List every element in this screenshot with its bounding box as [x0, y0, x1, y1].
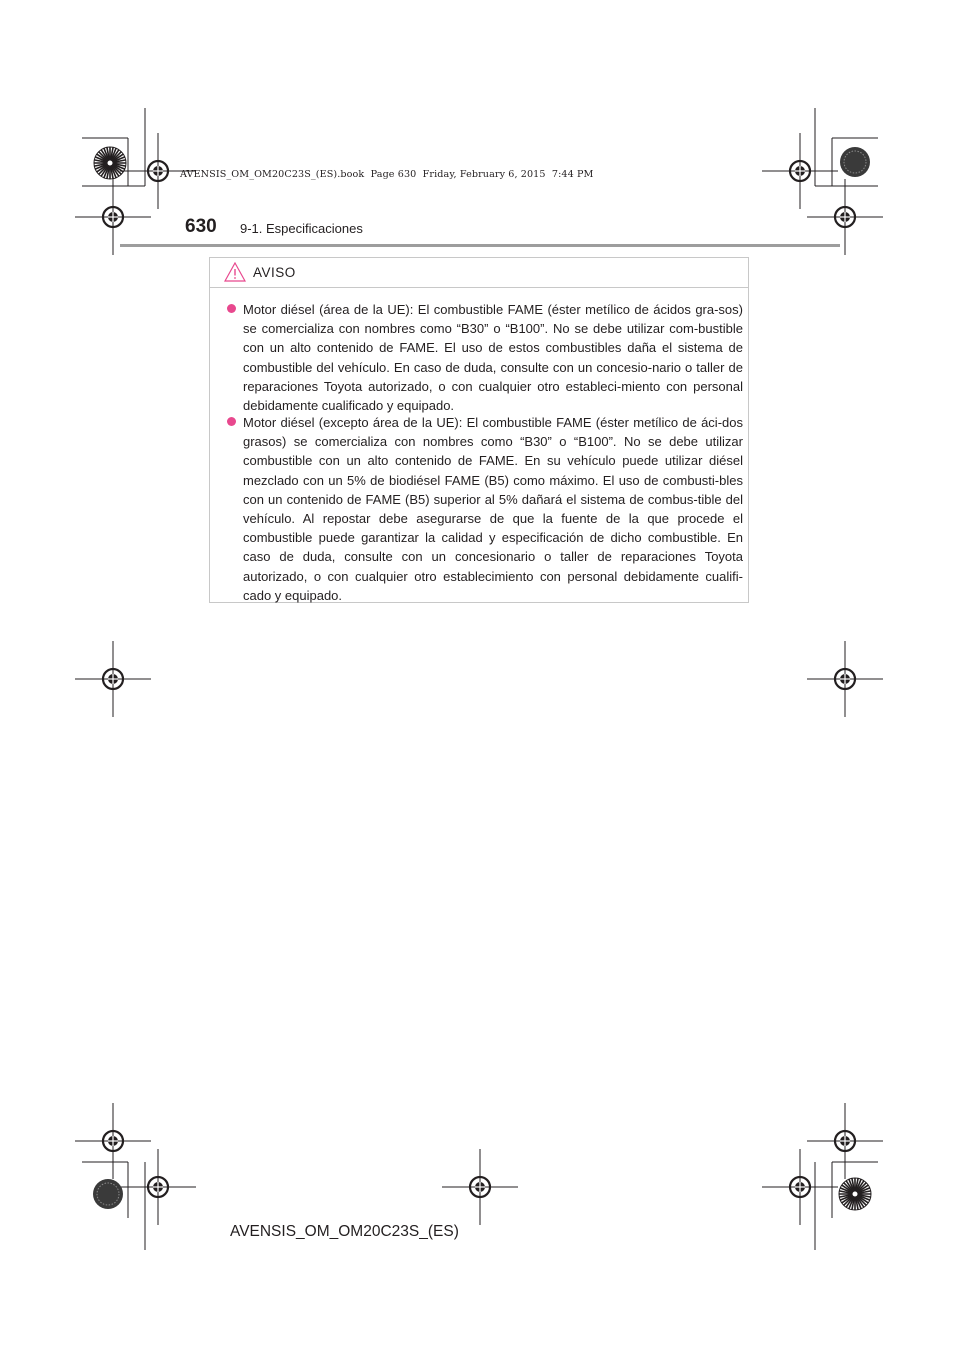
page-number: 630	[185, 216, 217, 237]
book-file-stamp: AVENSIS_OM_OM20C23S_(ES).book Page 630 Friday, February 6, 2015 7:44 PM	[180, 169, 594, 180]
bullet-icon	[227, 417, 236, 426]
caution-box	[209, 257, 749, 603]
warning-triangle-icon	[224, 262, 246, 282]
caution-title: AVISO	[253, 265, 296, 280]
caution-item	[227, 413, 743, 605]
caution-item-text: Motor diésel (área de la UE): El combustible FAME (éster metílico de ácidos gra-sos) se comercializa con nombres como “B30” o “B100”. No se debe utilizar com-bustible con un alto contenido de FAME. El uso de estos combustibles daña el sistema de combustible del vehículo. En caso de duda, consulte con un concesio-nario o taller de reparaciones Toyota autorizado, o con cualquier otro estableci-miento con personal debidamente cualificado y equipado.	[243, 302, 743, 414]
caution-item	[227, 300, 743, 415]
caution-header	[210, 258, 748, 288]
section-title: 9-1. Especificaciones	[240, 221, 363, 236]
header-divider	[120, 244, 840, 247]
caution-item-text: Motor diésel (excepto área de la UE): El combustible FAME (éster metílico de áci-dos grasos) se comercializa con nombres como “B30” o “B100”. No se debe utilizar combustible con un alto contenido de FAME. En su vehículo puede utilizar diésel mezclado con un 5% de biodiésel FAME (B5) como máximo. El uso de combusti-bles con un contenido de FAME (B5) superior al 5% dañará el sistema de combus-tible del vehículo. Al repostar debe asegurarse de que la fuente de la que procede el combustible puede garantizar la calidad y especificación de dicho combustible. En caso de duda, consulte con un concesionario o taller de reparaciones Toyota autorizado, o con cualquier otro establecimiento con personal debidamente cualifi-cado y equipado.	[243, 415, 743, 603]
bullet-icon	[227, 304, 236, 313]
document-code: AVENSIS_OM_OM20C23S_(ES)	[230, 1223, 459, 1240]
